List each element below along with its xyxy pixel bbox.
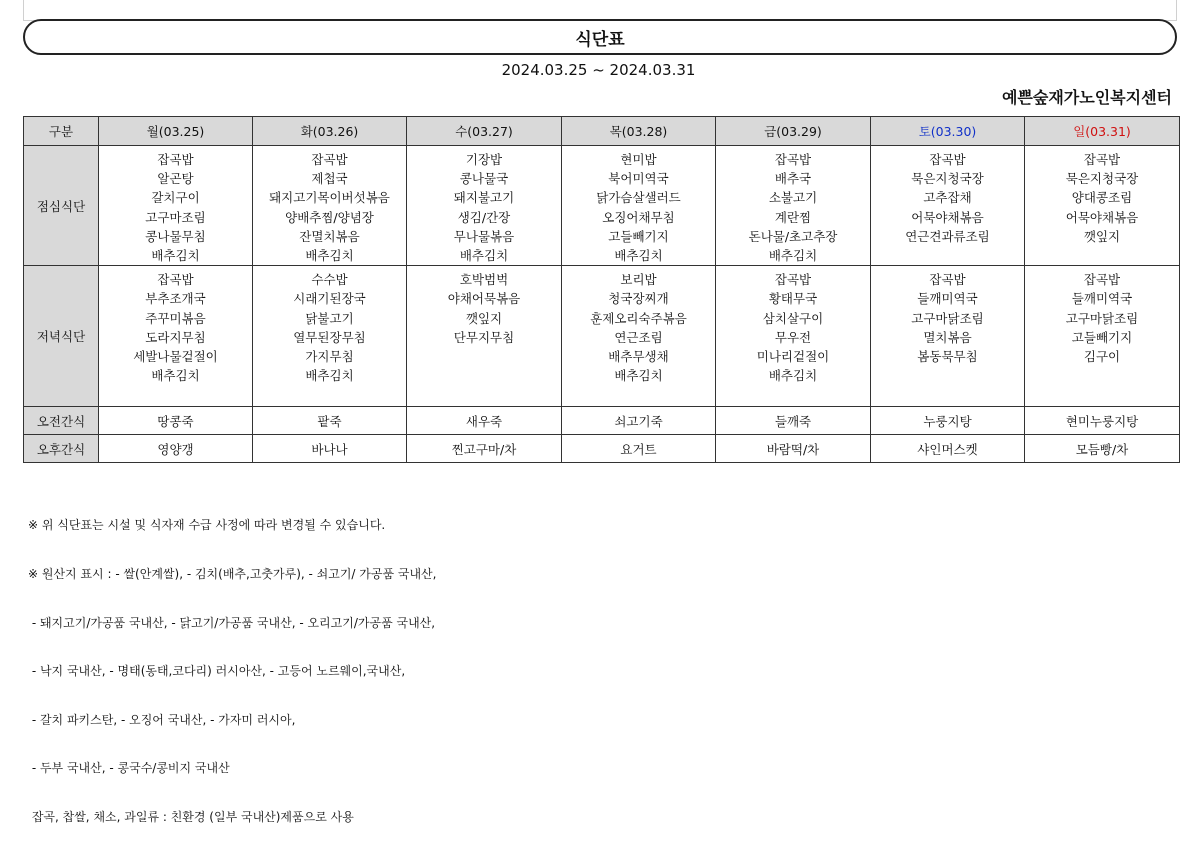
menu-item: 부추조개국: [145, 291, 206, 307]
menu-cell-wed: [407, 435, 562, 463]
menu-item: 보리밥: [620, 272, 657, 288]
menu-item: 소불고기: [768, 190, 818, 206]
menu-item: 어묵야채볶음: [911, 209, 984, 225]
menu-cell-sun: [1025, 435, 1180, 463]
corner-header: 구분: [24, 117, 99, 146]
menu-item: [1025, 246, 1179, 265]
menu-cell-sun: [1025, 146, 1180, 266]
menu-item: [407, 347, 561, 366]
menu-item: 새우죽: [465, 413, 503, 429]
menu-cell-thu: [562, 266, 716, 407]
menu-item: 황태무국: [768, 291, 818, 307]
menu-cell-sat: [871, 266, 1025, 407]
menu-cell-thu: [562, 435, 716, 463]
menu-cell-fri: [716, 146, 871, 266]
menu-item: 세발나물겉절이: [133, 349, 218, 365]
menu-item: 주꾸미볶음: [145, 310, 206, 326]
menu-item: 배추국: [774, 171, 812, 187]
menu-item: 찐고구마/차: [451, 441, 517, 457]
note-line: ※ 위 식단표는 시설 및 식자재 수급 사정에 따라 변경될 수 있습니다.: [28, 518, 386, 533]
menu-item: 양대콩조림: [1071, 190, 1133, 206]
menu-item: 잡곡밥: [311, 152, 348, 167]
menu-item: 샤인머스켓: [917, 441, 978, 457]
note-line: ※ 원산지 표시 : - 쌀(안계쌀), - 김치(배추,고춧가루), - 쇠고기/ 가공품 국내산,: [28, 567, 437, 582]
menu-item: 훈제오리숙주볶음: [590, 310, 687, 326]
menu-item: 김구이: [1083, 349, 1121, 365]
menu-cell-fri: [716, 407, 871, 435]
row-label: 오전간식: [24, 407, 99, 435]
menu-item: 들깨미역국: [1071, 291, 1133, 307]
menu-body: [24, 146, 1180, 463]
menu-item: 삼치살구이: [762, 310, 824, 326]
menu-cell-fri: [716, 435, 871, 463]
row-afternoon-snack: [24, 435, 1180, 463]
menu-item: 잡곡밥: [774, 152, 812, 167]
menu-item: 연근견과류조림: [905, 228, 990, 244]
menu-item: 요거트: [620, 441, 657, 457]
menu-item: 바나나: [311, 441, 348, 457]
menu-item: 닭불고기: [305, 310, 354, 326]
menu-item: [407, 366, 561, 385]
menu-item: 호박범벅: [459, 272, 509, 288]
menu-item: 현미누룽지탕: [1065, 413, 1139, 429]
menu-cell-tue: [253, 407, 407, 435]
menu-item: 수수밥: [311, 272, 348, 288]
menu-cell-wed: [407, 146, 562, 266]
menu-item: 잡곡밥: [1083, 272, 1121, 288]
menu-item: 팥죽: [317, 413, 342, 429]
menu-item: 돼지불고기: [453, 190, 515, 206]
menu-cell-wed: [407, 266, 562, 407]
day-header-tue: 화(03.26): [253, 117, 407, 146]
menu-item: 갈치구이: [151, 190, 200, 206]
menu-item: 북어미역국: [608, 171, 669, 187]
menu-cell-sun: [1025, 407, 1180, 435]
menu-item: 쇠고기죽: [614, 413, 663, 429]
menu-item: 연근조림: [614, 329, 663, 345]
menu-item: 들깨죽: [774, 413, 812, 429]
menu-item: 배추김치: [305, 248, 354, 264]
page-corner-left: [23, 0, 24, 20]
menu-item: 고구마닭조림: [911, 310, 984, 326]
menu-cell-thu: [562, 407, 716, 435]
menu-item: 배추김치: [614, 248, 663, 264]
menu-item: 청국장찌개: [608, 291, 669, 307]
menu-item: 배추김치: [151, 248, 200, 264]
menu-item: 고구마조림: [145, 209, 206, 225]
date-range: 2024.03.25 ~ 2024.03.31: [501, 61, 696, 79]
menu-item: [871, 366, 1024, 385]
menu-item: 알곤탕: [157, 171, 194, 187]
menu-cell-thu: [562, 146, 716, 266]
menu-item: 생김/간장: [457, 209, 511, 225]
row-morning-snack: [24, 407, 1180, 435]
note-line: - 돼지고기/가공품 국내산, - 닭고기/가공품 국내산, - 오리고기/가공품 국내산,: [28, 615, 436, 630]
header-row: [24, 117, 1180, 146]
menu-item: 잡곡밥: [929, 152, 966, 167]
menu-cell-tue: [253, 435, 407, 463]
day-header-sun: 일(03.31): [1025, 117, 1180, 146]
menu-item: 어묵야채볶음: [1065, 209, 1139, 225]
day-header-thu: 목(03.28): [562, 117, 716, 146]
menu-item: 깻잎지: [465, 310, 503, 326]
menu-cell-sun: [1025, 266, 1180, 407]
row-label: 점심식단: [24, 146, 99, 266]
menu-item: 배추김치: [614, 368, 663, 384]
menu-item: 콩나물무침: [145, 228, 206, 244]
menu-item: 멸치볶음: [923, 329, 972, 345]
menu-item: 묵은지청국장: [1065, 171, 1139, 187]
menu-item: 묵은지청국장: [911, 171, 984, 187]
menu-cell-sat: [871, 146, 1025, 266]
menu-item: 단무지무침: [453, 329, 515, 345]
page-corner-right: [1176, 0, 1177, 20]
menu-cell-sat: [871, 407, 1025, 435]
menu-item: 영양갱: [157, 441, 194, 457]
menu-item: 고들빼기지: [608, 228, 669, 244]
menu-item: 계란찜: [774, 209, 812, 225]
menu-item: 배추김치: [768, 248, 818, 264]
day-header-wed: 수(03.27): [407, 117, 562, 146]
menu-item: 미나리겉절이: [756, 349, 830, 365]
menu-cell-sat: [871, 435, 1025, 463]
row-label: 저녁식단: [24, 266, 99, 407]
menu-item: 고구마닭조림: [1065, 310, 1139, 326]
menu-item: 무나물볶음: [453, 228, 515, 244]
note-line: 잡곡, 찹쌀, 채소, 과일류 : 친환경 (일부 국내산)제품으로 사용: [28, 810, 354, 825]
menu-cell-mon: [99, 435, 253, 463]
menu-item: 기장밥: [465, 152, 503, 167]
menu-item: 배추김치: [768, 368, 818, 384]
row-label: 오후간식: [24, 435, 99, 463]
menu-cell-tue: [253, 146, 407, 266]
menu-item: 잡곡밥: [774, 272, 812, 288]
menu-item: 도라지무침: [145, 329, 206, 345]
menu-item: 잡곡밥: [157, 152, 194, 167]
menu-item: 제첩국: [311, 171, 348, 187]
menu-item: 잡곡밥: [1083, 152, 1121, 167]
menu-item: 모듬빵/차: [1075, 441, 1129, 457]
menu-item: 봄동묵무침: [917, 349, 978, 365]
note-line: - 두부 국내산, - 콩국수/콩비지 국내산: [28, 761, 230, 776]
menu-cell-mon: [99, 146, 253, 266]
menu-item: 야채어묵볶음: [447, 291, 521, 307]
menu-cell-wed: [407, 407, 562, 435]
menu-item: 잡곡밥: [157, 272, 194, 288]
menu-item: 양배추찜/양념장: [285, 209, 374, 225]
menu-item: 고추잡채: [923, 190, 972, 206]
menu-item: 현미밥: [620, 152, 657, 167]
menu-item: 고들빼기지: [1071, 329, 1133, 345]
menu-cell-mon: [99, 407, 253, 435]
menu-item: [1025, 366, 1179, 385]
menu-item: [871, 246, 1024, 265]
day-header-fri: 금(03.29): [716, 117, 871, 146]
menu-item: 콩나물국: [459, 171, 509, 187]
day-header-mon: 월(03.25): [99, 117, 253, 146]
menu-item: 깻잎지: [1083, 228, 1121, 244]
menu-item: 바람떡/차: [766, 441, 820, 457]
menu-item: 들깨미역국: [917, 291, 978, 307]
note-line: - 낙지 국내산, - 명태(동태,코다리) 러시아산, - 고등어 노르웨이,국내산,: [28, 664, 406, 679]
menu-item: 잔멸치볶음: [299, 228, 360, 244]
center-name: 예쁜숲재가노인복지센터: [1001, 88, 1172, 107]
title-banner: [23, 19, 1177, 55]
menu-table: [23, 116, 1180, 463]
menu-item: 가지무침: [305, 349, 354, 365]
menu-item: 누룽지탕: [923, 413, 972, 429]
menu-item: 오징어채무침: [602, 209, 675, 225]
menu-cell-mon: [99, 266, 253, 407]
menu-cell-fri: [716, 266, 871, 407]
menu-item: 배추김치: [151, 368, 200, 384]
menu-item: 돈나물/초고추장: [748, 228, 838, 244]
page-title: 식단표: [575, 29, 625, 50]
menu-item: 시래기된장국: [293, 291, 366, 307]
row-lunch: [24, 146, 1180, 266]
note-line: - 갈치 파키스탄, - 오징어 국내산, - 가자미 러시아,: [28, 712, 296, 727]
menu-item: 땅콩죽: [157, 413, 194, 429]
menu-item: 닭가슴살샐러드: [596, 190, 681, 206]
menu-item: 무우전: [774, 329, 812, 345]
notes: [28, 485, 436, 841]
menu-cell-tue: [253, 266, 407, 407]
menu-item: 배추무생채: [608, 349, 669, 365]
menu-item: 배추김치: [459, 248, 509, 264]
menu-item: 잡곡밥: [929, 272, 966, 288]
menu-item: 배추김치: [305, 368, 354, 384]
day-header-sat: 토(03.30): [871, 117, 1025, 146]
row-dinner: [24, 266, 1180, 407]
menu-item: 돼지고기목이버섯볶음: [269, 190, 390, 206]
menu-item: 열무된장무침: [293, 329, 366, 345]
